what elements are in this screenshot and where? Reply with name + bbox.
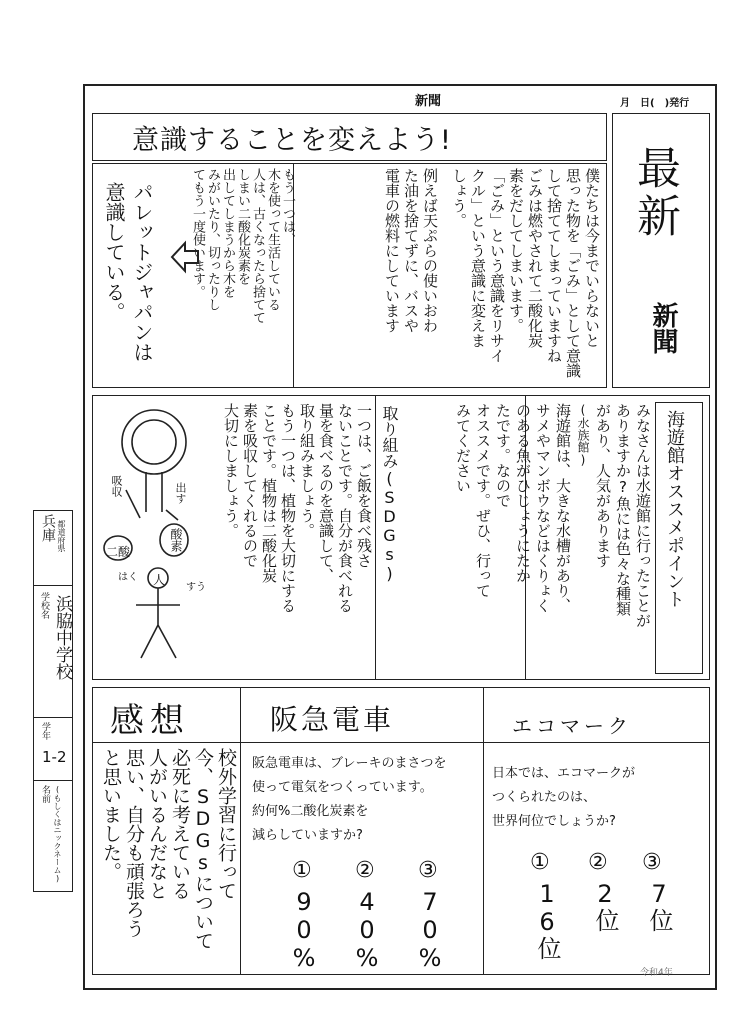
article3-col: 取り組みましょう。 <box>298 403 316 538</box>
article1-col: ごみは燃やされて二酸化炭 <box>526 168 544 348</box>
tree-person-drawing <box>96 400 208 679</box>
kaiyukan-title: 海遊館オススメポイント <box>664 410 685 608</box>
footer-stamp: 令和4年 <box>640 968 673 978</box>
article1-col: 素をだしてしまいます。 <box>507 168 525 333</box>
eco-line: 日本では、エコマークが <box>492 766 636 781</box>
article3-col: 大切にしましょう。 <box>222 403 240 538</box>
masthead-big: 最新 <box>629 145 680 241</box>
article1-col: 人は、古くなったら捨てて <box>250 168 265 324</box>
article2-col: オススメです。ぜひ、行って <box>474 403 492 598</box>
school-label: 学校名 <box>39 592 49 619</box>
info-divider <box>33 780 73 781</box>
grade-value: 1-2 <box>42 748 67 766</box>
info-divider <box>33 585 73 586</box>
impression-text <box>95 748 237 972</box>
name-note: (もしくはニックネーム) <box>53 785 62 883</box>
header-title: 新聞 <box>415 94 442 109</box>
article1-col: みがいたり、切ったりし <box>205 168 220 311</box>
article1-text <box>300 168 600 386</box>
article2-col: サメやマンボウなどはくりょく <box>534 403 552 613</box>
name-label: 名前 <box>40 785 50 803</box>
article1-col: クル」という意識に変えま <box>469 168 487 348</box>
eco-option-num: ① <box>530 850 550 875</box>
drawing-label-absorb: 吸収 <box>110 475 123 497</box>
eco-option-value: 16位 <box>533 880 561 960</box>
article2-col: みなさんは水遊館に行ったことが <box>634 403 652 628</box>
train-option-num: ① <box>292 858 312 883</box>
article3-col: 素を吸収してくれるので <box>241 403 259 568</box>
eco-line: つくられたのは、 <box>492 790 597 805</box>
article2-col: たです。なので <box>494 403 512 508</box>
eco-title: エコマーク <box>512 714 632 738</box>
eco-option-num: ③ <box>642 850 662 875</box>
drawing-label-co2: 二酸 <box>106 545 131 559</box>
article2-col: (水族館) <box>576 403 590 467</box>
train-option-value: 70% <box>416 888 444 972</box>
pref-label: 都道府県 <box>57 520 66 552</box>
article3-col: 量を食べるのを意識して、 <box>317 403 335 583</box>
side-note-line: 意識している。 <box>102 182 126 322</box>
article1-col: 思った物を「ごみ」として意識 <box>564 168 582 378</box>
article3-col: ないことです。自分が食べれる <box>336 403 354 613</box>
eco-option-value: 2位 <box>591 880 619 932</box>
article1-text-2 <box>190 168 295 386</box>
headline: 意識することを変えよう! <box>132 125 452 156</box>
article3-title-divider <box>375 395 376 680</box>
bottom-title-line <box>92 742 710 743</box>
train-option-value: 90% <box>290 888 318 972</box>
article2-text <box>418 403 652 675</box>
masthead-small: 新聞 <box>648 302 678 354</box>
article1-col: しまい二酸化炭素を <box>235 168 250 285</box>
bottom-divider-1 <box>240 687 241 975</box>
article1-col: た油を捨てずに、バスや <box>402 168 420 333</box>
article1-col: 僕たちは今までいらないと <box>583 168 601 348</box>
info-divider <box>33 717 73 718</box>
train-line: 阪急電車は、ブレーキのまさつを <box>252 756 447 771</box>
article3-text <box>200 403 372 675</box>
header-date: 月 日( )発行 <box>620 98 690 109</box>
article3-title: 取り組み(SDGs) <box>380 405 399 583</box>
article2-col: ありますか?魚には色々な種類 <box>614 403 632 616</box>
impression-col: 必死に考えている <box>169 748 191 900</box>
impression-title: 感想 <box>110 701 190 741</box>
drawing-label-person: 人 <box>153 573 166 587</box>
article3-col: ことです。植物は二酸化炭 <box>260 403 278 583</box>
article2-col: みてください <box>454 403 472 493</box>
impression-col: 人がいるんだなと <box>146 748 168 900</box>
train-line: 使って電気をつくっています。 <box>252 780 433 795</box>
article1-side-note <box>103 182 153 382</box>
bottom-divider-2 <box>483 687 484 975</box>
impression-col: と思いました。 <box>100 748 122 881</box>
article2-col: があり、人気があります <box>594 403 612 568</box>
article3-col: 一つは、ご飯を食べ残さ <box>355 403 373 568</box>
article1-col: 例えば天ぷらの使いおわ <box>421 168 439 333</box>
article1-col: てもう一度使います。 <box>190 168 205 298</box>
drawing-label-breathe2: すう <box>186 582 206 593</box>
train-line: 約何%二酸化炭素を <box>252 804 369 819</box>
article2-col: のある魚がひじょうにたか <box>514 403 532 583</box>
drawing-label-emit: 出す <box>174 482 187 504</box>
pref-value: 兵庫 <box>40 514 56 542</box>
article1-col: 電車の燃料にしています <box>383 168 401 333</box>
article2-col: 海遊館は、大きな水槽があり、 <box>554 403 572 613</box>
school-value: 浜脇中学校 <box>52 595 72 680</box>
drawing-label-breathe: はく <box>118 572 138 583</box>
impression-col: 思い、自分も頑張ろう <box>123 748 145 938</box>
train-option-num: ② <box>355 858 375 883</box>
article1-col: 木を使って生活している <box>265 168 280 311</box>
article1-col: しょう。 <box>450 168 468 228</box>
train-option-num: ③ <box>418 858 438 883</box>
train-option-value: 40% <box>353 888 381 972</box>
article1-col: して捨ててしまっていますね <box>545 168 563 363</box>
impression-col: 今、SDGsについて <box>192 748 214 950</box>
article3-col: もう一つは、植物を大切にする <box>279 403 297 613</box>
eco-line: 世界何位でしょうか? <box>492 814 616 829</box>
drawing-label-oxygen: 酸素 <box>169 528 183 552</box>
article1-col: 出してしまうから木を <box>220 168 235 298</box>
train-line: 減らしていますか? <box>252 828 363 843</box>
grade-label: 学年 <box>40 722 50 740</box>
eco-option-value: 7位 <box>645 880 673 932</box>
article1-col: もう一つは、 <box>280 168 295 246</box>
impression-col: 校外学習に行って <box>215 748 237 900</box>
train-title: 阪急電車 <box>270 703 395 736</box>
arrow-left-icon <box>170 240 200 278</box>
side-note-line: パレットジャパンは <box>130 182 154 362</box>
article1-col: 「ごみ」という意識をリサイ <box>488 168 506 363</box>
eco-option-num: ② <box>588 850 608 875</box>
